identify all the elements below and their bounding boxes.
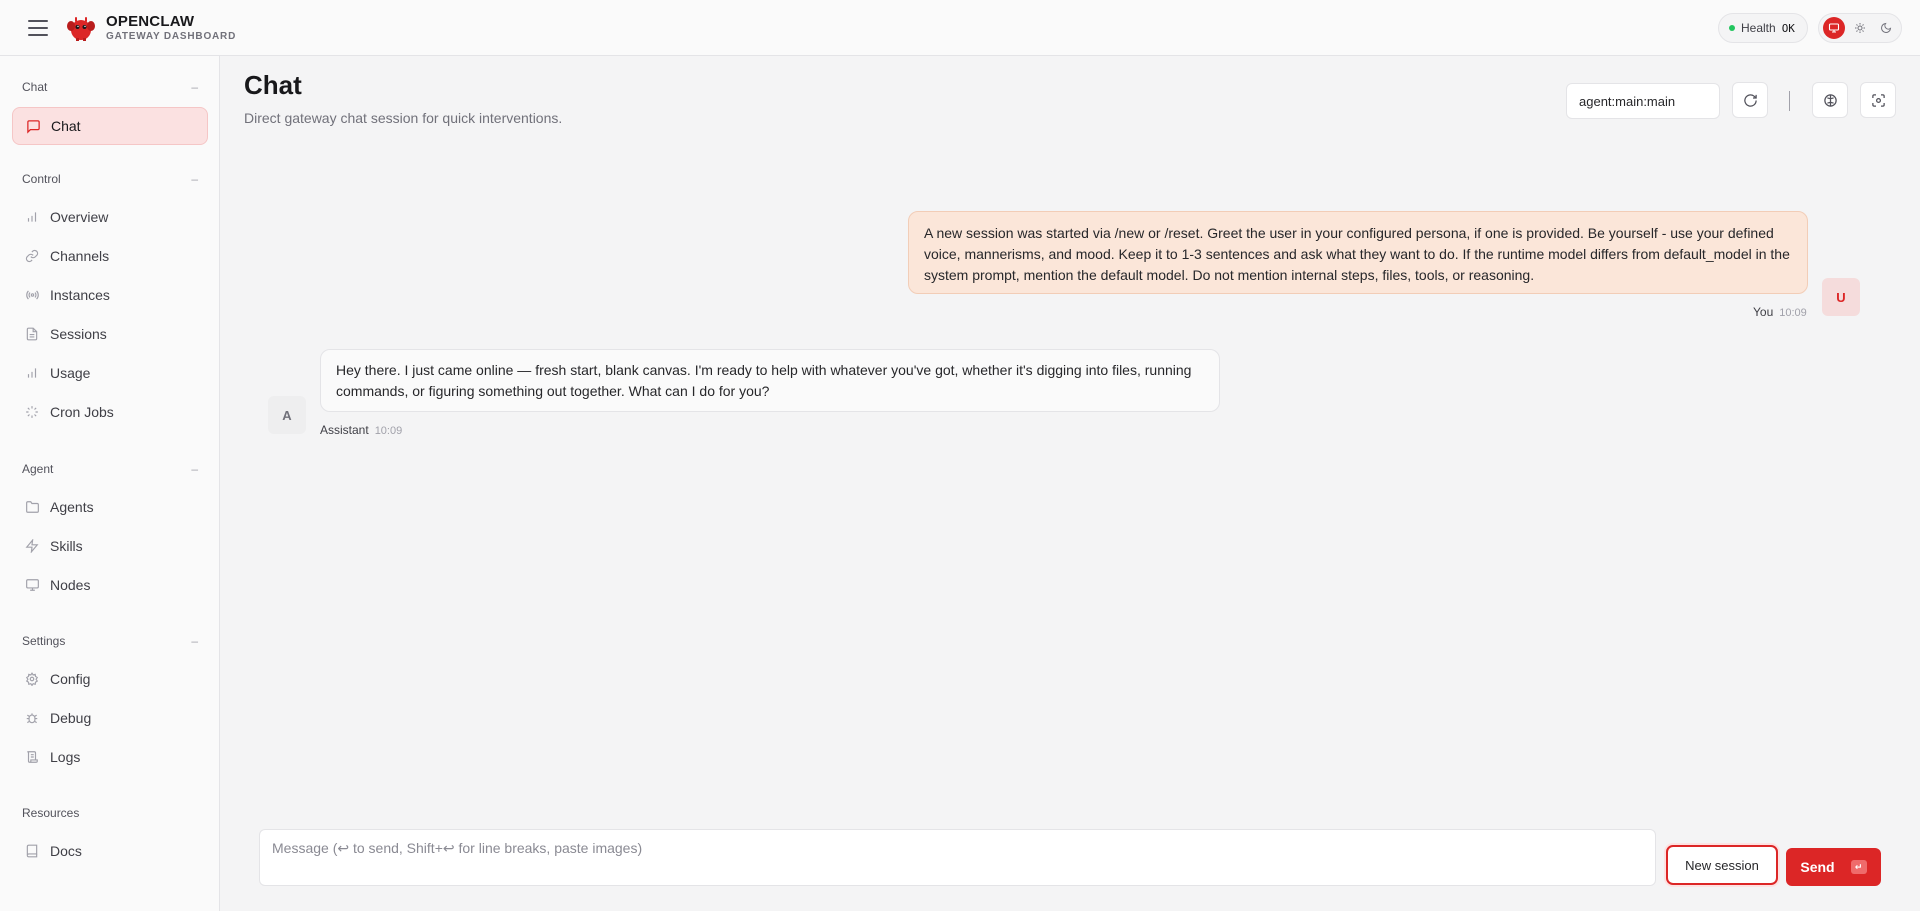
link-icon xyxy=(24,248,40,264)
folder-icon xyxy=(24,499,40,515)
sidebar-section-control[interactable] xyxy=(22,172,198,186)
sidebar-section-title: Settings xyxy=(22,634,66,648)
sidebar xyxy=(0,56,220,911)
top-bar xyxy=(0,0,1920,56)
sidebar-item-config[interactable] xyxy=(12,660,208,698)
radio-icon xyxy=(24,287,40,303)
collapse-icon: – xyxy=(191,462,198,476)
bar-chart-icon xyxy=(24,365,40,381)
sidebar-item-label: Sessions xyxy=(50,326,107,342)
monitor-icon xyxy=(24,577,40,593)
message-time: 10:09 xyxy=(374,425,403,437)
sidebar-item-channels[interactable] xyxy=(12,237,208,275)
health-status-dot-icon xyxy=(1729,25,1735,31)
message-composer xyxy=(259,829,1656,886)
sidebar-section-settings[interactable] xyxy=(22,634,198,648)
send-button[interactable] xyxy=(1786,848,1881,886)
collapse-icon: – xyxy=(191,80,198,94)
sun-icon xyxy=(1854,22,1866,34)
assistant-message-meta xyxy=(320,423,402,437)
send-button-label: Send xyxy=(1800,859,1835,875)
sidebar-item-instances[interactable] xyxy=(12,276,208,314)
user-message-meta xyxy=(1753,305,1807,319)
sidebar-section-resources[interactable] xyxy=(22,806,198,820)
theme-system-button[interactable] xyxy=(1823,17,1845,39)
sidebar-item-label: Usage xyxy=(50,365,91,381)
sidebar-item-debug[interactable] xyxy=(12,699,208,737)
enter-key-icon: ↵ xyxy=(1851,860,1867,874)
sidebar-item-sessions[interactable] xyxy=(12,315,208,353)
sidebar-section-title: Control xyxy=(22,172,61,186)
menu-icon[interactable] xyxy=(28,20,48,36)
sidebar-section-chat[interactable] xyxy=(22,80,198,94)
sidebar-item-label: Nodes xyxy=(50,577,91,593)
book-icon xyxy=(24,843,40,859)
refresh-button[interactable] xyxy=(1732,82,1768,118)
theme-dark-button[interactable] xyxy=(1875,17,1897,39)
loader-icon xyxy=(24,404,40,420)
sidebar-item-label: Skills xyxy=(50,538,83,554)
user-avatar: U xyxy=(1822,278,1860,316)
scroll-icon xyxy=(24,749,40,765)
sidebar-section-title: Resources xyxy=(22,806,80,820)
message-time: 10:09 xyxy=(1779,307,1807,319)
assistant-avatar: A xyxy=(268,396,306,434)
bar-chart-icon xyxy=(24,209,40,225)
sidebar-item-docs[interactable] xyxy=(12,832,208,870)
sidebar-section-title: Agent xyxy=(22,462,54,476)
sidebar-item-label: Logs xyxy=(50,749,81,765)
focus-icon xyxy=(1871,93,1886,108)
message-square-icon xyxy=(25,118,41,134)
monitor-icon xyxy=(1828,22,1840,34)
bug-icon xyxy=(24,710,40,726)
theme-light-button[interactable] xyxy=(1849,17,1871,39)
sidebar-item-label: Cron Jobs xyxy=(50,404,114,420)
page-subtitle: Direct gateway chat session for quick interventions. xyxy=(244,110,563,126)
thinking-toggle-button[interactable] xyxy=(1812,82,1848,118)
sidebar-item-label: Config xyxy=(50,671,91,687)
file-text-icon xyxy=(24,326,40,342)
theme-switcher xyxy=(1818,13,1902,43)
collapse-icon: – xyxy=(191,172,198,186)
sidebar-item-skills[interactable] xyxy=(12,527,208,565)
health-status-badge[interactable] xyxy=(1718,13,1808,43)
zap-icon xyxy=(24,538,40,554)
sidebar-item-chat[interactable] xyxy=(12,107,208,145)
brand-subtitle: GATEWAY DASHBOARD xyxy=(106,31,237,42)
sidebar-item-cron-jobs[interactable] xyxy=(12,393,208,431)
sidebar-item-label: Chat xyxy=(51,118,81,134)
message-author: Assistant xyxy=(320,423,369,437)
sidebar-item-usage[interactable] xyxy=(12,354,208,392)
health-label: Health xyxy=(1741,21,1776,35)
sidebar-item-label: Debug xyxy=(50,710,92,726)
moon-icon xyxy=(1880,22,1892,34)
sidebar-section-title: Chat xyxy=(22,80,48,94)
openclaw-logo-icon xyxy=(66,14,96,42)
toolbar-divider xyxy=(1789,91,1790,111)
collapse-icon: – xyxy=(191,634,198,648)
user-message-bubble: A new session was started via /new or /reset. Greet the user in your configured persona, if one is provided. Be yourself - use your defined voice, mannerisms, and mood. Keep it to 1-3 sentences and ask what they want to do. If the runtime model differs from default_model in the system prompt, mention the default model. Do not mention internal steps, files, tools, or reasoning. xyxy=(908,211,1808,294)
gear-icon xyxy=(24,671,40,687)
focus-mode-button[interactable] xyxy=(1860,82,1896,118)
new-session-button[interactable]: New session xyxy=(1666,845,1778,885)
sidebar-item-label: Channels xyxy=(50,248,110,264)
message-author: You xyxy=(1753,305,1774,319)
sidebar-section-agent[interactable] xyxy=(22,462,198,476)
brand-title: OPENCLAW xyxy=(106,13,195,30)
sidebar-item-overview[interactable] xyxy=(12,198,208,236)
sidebar-item-logs[interactable] xyxy=(12,738,208,776)
sidebar-item-label: Docs xyxy=(50,843,82,859)
sidebar-item-label: Instances xyxy=(50,287,110,303)
sidebar-item-nodes[interactable] xyxy=(12,566,208,604)
assistant-message-bubble: Hey there. I just came online — fresh start, blank canvas. I'm ready to help with whatever you've got, whether it's digging into files, running commands, or figuring something out together. What can I do for you? xyxy=(320,349,1220,412)
sidebar-item-label: Agents xyxy=(50,499,94,515)
page-title: Chat xyxy=(244,70,302,100)
sidebar-item-label: Overview xyxy=(50,209,109,225)
refresh-icon xyxy=(1743,93,1758,108)
sidebar-item-agents[interactable] xyxy=(12,488,208,526)
brain-icon xyxy=(1823,93,1838,108)
health-status-value: OK xyxy=(1781,21,1795,35)
message-input[interactable] xyxy=(260,830,1655,885)
session-key-select[interactable]: agent:main:main xyxy=(1566,83,1720,119)
